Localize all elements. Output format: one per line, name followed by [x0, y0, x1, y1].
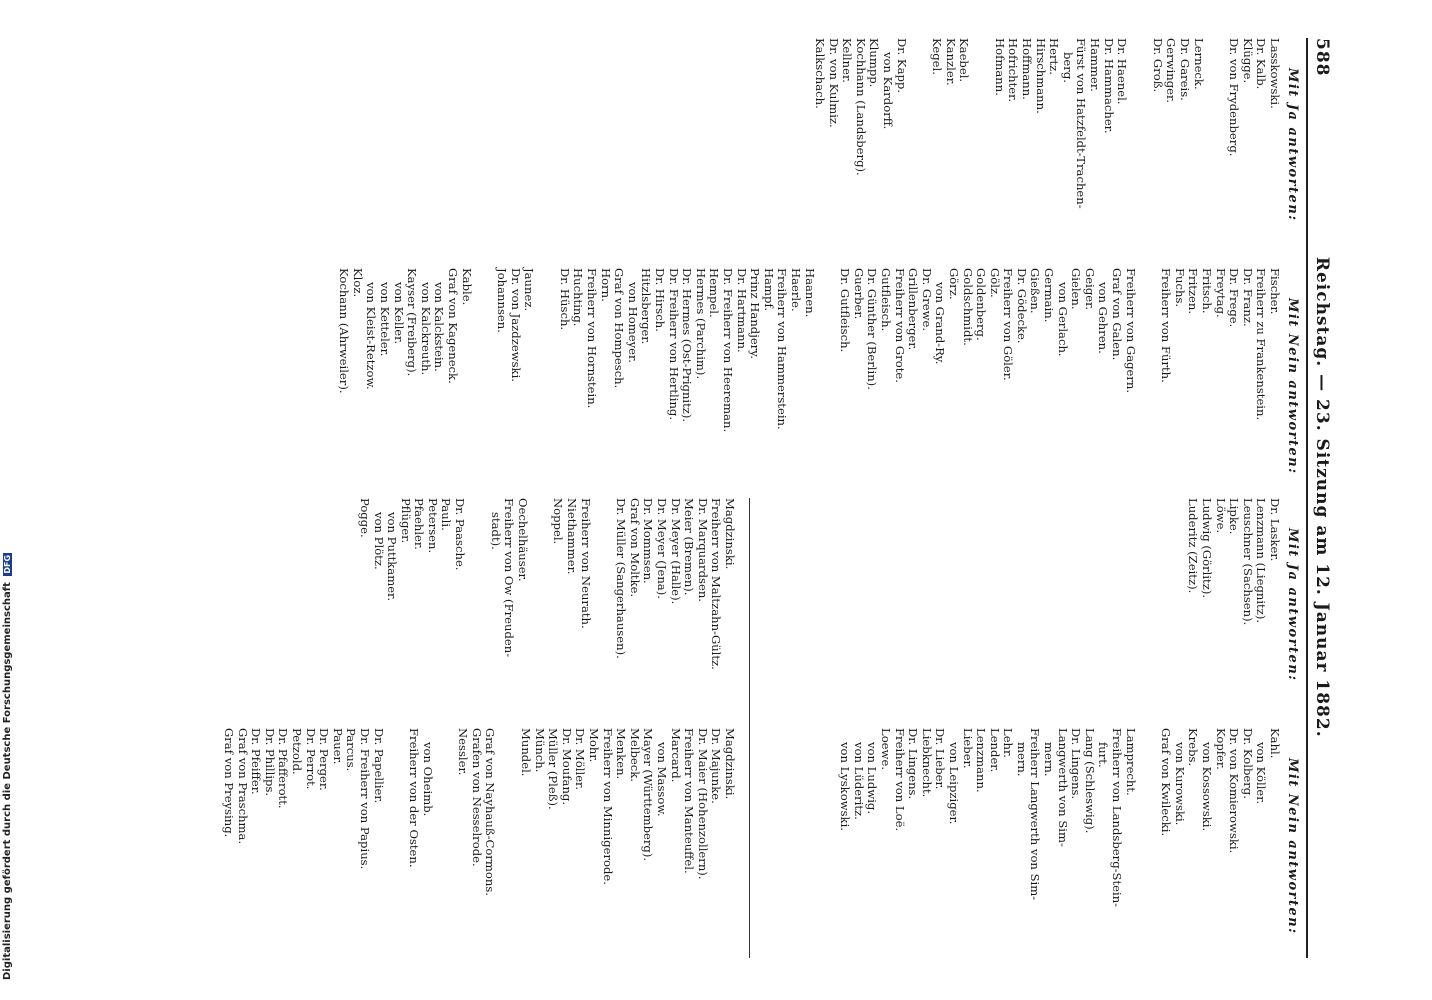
member-name: Dr. Lasker.	[1268, 498, 1282, 562]
member-name: Freiherr von Grote.	[892, 268, 907, 383]
member-name: Dr. Lingens.	[906, 728, 921, 800]
member-name: Dr. Marquardsen.	[695, 498, 710, 602]
member-name: von Grand-Ry.	[933, 282, 948, 365]
member-name: Noppel.	[551, 498, 566, 545]
member-name: Dr. Frege.	[1227, 268, 1242, 328]
member-name: Graf von Nayhauß-Cormons.	[483, 728, 498, 896]
member-name: Dr. Hirsch.	[653, 268, 668, 332]
member-name: mern.	[1014, 742, 1029, 777]
column-heading: Mit Ja antworten:	[1285, 68, 1300, 222]
column-no-right-lower	[199, 728, 736, 958]
lower-section	[199, 38, 750, 958]
member-name: Dr. Majunke.	[709, 728, 724, 804]
member-name: von Kardorff.	[880, 52, 895, 130]
member-name: Fischer.	[1268, 268, 1282, 315]
name-group	[488, 498, 529, 720]
member-name: Huchting.	[571, 268, 586, 327]
member-name: Dr. Freiherr von Heereman.	[721, 268, 736, 433]
member-name: Hofrichter.	[1006, 38, 1021, 103]
name-group	[614, 498, 736, 720]
member-name: berg.	[1060, 52, 1075, 83]
member-name: Pflüger.	[398, 498, 413, 544]
member-name: Dr. Maier (Hohenzollern).	[695, 728, 710, 880]
member-name: Kochhann (Landsberg).	[853, 38, 868, 176]
member-name: Freiherr von Landsberg-Stein-	[1110, 728, 1125, 908]
member-name: Hammer.	[1088, 38, 1103, 92]
member-name: Liebknecht.	[919, 728, 934, 798]
page-title: Reichstag. — 23. Sitzung am 12. Januar 1882.	[1312, 256, 1332, 738]
member-name: Graf von Moltke.	[627, 498, 642, 598]
name-group	[838, 268, 1137, 490]
member-name: furt.	[1096, 742, 1111, 768]
member-name: Pauli.	[439, 498, 454, 531]
name-group	[1227, 38, 1281, 260]
name-group	[812, 38, 907, 260]
member-name: von Köller.	[1254, 742, 1269, 805]
member-name: Lenzmann (Liegnitz).	[1254, 498, 1269, 624]
member-name: Prinz Handjery.	[748, 268, 763, 359]
member-name: Ludwig (Görlitz).	[1200, 498, 1215, 599]
member-name: Grillenberger.	[906, 268, 921, 351]
member-name: Dr. von Frydenberg.	[1227, 38, 1242, 157]
member-name: Germain.	[1042, 268, 1057, 323]
member-name: Freiherr von Loë.	[892, 728, 907, 832]
member-name: Lieber.	[960, 728, 975, 769]
member-name: Mundel.	[519, 728, 534, 777]
member-name: von Homeyer.	[625, 282, 640, 363]
column-spacer	[199, 38, 736, 268]
member-name: Kopfer.	[1213, 728, 1228, 770]
member-name: Freiherr von Göler.	[1001, 268, 1016, 381]
footer-credit	[2, 554, 16, 980]
member-name: Melbeck.	[627, 728, 642, 782]
member-name: mern.	[1042, 742, 1057, 777]
member-name: Dr. Hermes (Ost-Prignitz).	[680, 268, 695, 423]
member-name: Gielen.	[1069, 268, 1084, 310]
member-name: Pogge.	[357, 498, 372, 538]
member-name: Dr. Lieber.	[933, 728, 948, 790]
member-name: von Leipziger.	[946, 742, 961, 825]
member-name: Fritsch.	[1200, 268, 1215, 314]
member-name: Oechelhäuser.	[515, 498, 530, 582]
member-name: Meier (Bremen).	[682, 498, 697, 596]
member-name: Freiherr von Maltzahn-Gültz.	[709, 498, 724, 670]
member-name: Dr. Perrot.	[303, 728, 318, 790]
column-yes-right-lower	[199, 498, 736, 728]
member-name: Krebs.	[1186, 728, 1201, 767]
member-name: Magdzinski.	[723, 498, 737, 570]
member-name: Hoffmann.	[1020, 38, 1035, 100]
member-name: von Puttkamer.	[385, 512, 400, 602]
member-name: Freiherr von Ow (Freuden-	[502, 498, 517, 658]
name-group	[221, 728, 384, 950]
member-name: Dr. Paasche.	[453, 498, 468, 571]
member-name: von Ludwig.	[865, 742, 880, 815]
member-name: Lang (Schleswig).	[1082, 728, 1097, 834]
member-name: von Kleist-Retzow.	[364, 282, 379, 390]
member-name: von Lüderitz.	[851, 742, 866, 820]
member-name: Dr. Gutfleisch.	[838, 268, 853, 353]
column-heading: Mit Ja antworten:	[1285, 528, 1300, 682]
member-name: Loewe.	[878, 728, 893, 771]
member-name: Klumpp.	[867, 38, 882, 88]
member-name: Dr. von Kulmiz.	[826, 38, 841, 128]
member-name: Kaebel.	[957, 38, 972, 83]
member-name: Graf von Kwilecki.	[1159, 728, 1174, 837]
member-name: Graf von Galen.	[1110, 268, 1125, 361]
member-name: Kloz.	[350, 268, 365, 298]
member-name: Parcus.	[344, 728, 359, 772]
member-name: von Lyskowski.	[838, 742, 853, 831]
member-name: Kable.	[459, 268, 474, 306]
member-name: Graf von Hompesch.	[612, 268, 627, 389]
member-name: von Kossowski.	[1200, 742, 1215, 832]
dfg-logo-icon: DFG	[3, 554, 12, 574]
member-name: Graf von Kageneck.	[445, 268, 460, 384]
member-name: Dr. Hüsch.	[557, 268, 572, 331]
member-name: Dr. von Komierowski.	[1227, 728, 1242, 854]
column-spacer	[199, 268, 736, 498]
member-name: Hofmann.	[992, 38, 1007, 96]
member-name: Pauer.	[330, 728, 345, 765]
member-name: Dr. Phillips.	[262, 728, 277, 797]
member-name: Lenzmann.	[974, 728, 989, 793]
member-name: Fritzen.	[1186, 268, 1201, 315]
member-name: Löwe.	[1213, 498, 1228, 534]
member-name: Dr. Pfafferott.	[276, 728, 291, 809]
member-name: Freiherr von Gagern.	[1123, 268, 1138, 394]
member-name: Fuchs.	[1172, 268, 1187, 308]
member-name: Lamprecht.	[1123, 728, 1138, 796]
member-name: Hirschmann.	[1033, 38, 1048, 114]
member-name: Magdzinski.	[723, 728, 737, 800]
member-name: Gutfleisch.	[878, 268, 893, 332]
member-name: Petersen.	[425, 498, 440, 554]
member-name: Graf von Preysing.	[222, 728, 236, 838]
member-name: Freiherr von Fürth.	[1159, 268, 1174, 383]
member-name: Lerneck.	[1191, 38, 1206, 90]
member-name: Dr. Papellier.	[371, 728, 386, 804]
member-name: Dr. Franz.	[1240, 268, 1255, 327]
header-divider	[1306, 38, 1308, 958]
member-name: Kalkschach.	[812, 38, 827, 109]
member-name: Haerle.	[789, 268, 803, 312]
member-name: Müller (Pleß).	[546, 728, 561, 810]
member-name: Dr. Groß.	[1150, 38, 1165, 93]
member-name: von Plötz.	[371, 512, 386, 570]
member-name: Menken.	[614, 728, 629, 780]
member-name: Lasskowski.	[1268, 38, 1282, 109]
member-name: Dr. Lingens.	[1069, 728, 1084, 800]
member-name: von Kurowski.	[1172, 742, 1187, 826]
member-name: Mayer (Württemberg).	[641, 728, 656, 862]
member-name: von Oheimb.	[420, 742, 435, 817]
member-name: Dr. Müller (Sangerhausen).	[614, 498, 629, 659]
name-group	[992, 38, 1128, 260]
member-name: Goldschmidt.	[960, 268, 975, 346]
member-name: Freiherr von der Osten.	[407, 728, 422, 868]
member-name: Hampf.	[761, 268, 776, 312]
member-name: Johannsen.	[495, 268, 510, 333]
page-number: 588	[1312, 38, 1332, 77]
member-name: Hermes (Parchim).	[693, 268, 708, 380]
member-name: Freiherr von Hammerstein.	[775, 268, 790, 430]
member-name: Gießen.	[1028, 268, 1043, 314]
name-group	[456, 728, 497, 950]
member-name: Dr. Pfeiffer.	[249, 728, 264, 795]
member-name: Hertz.	[1047, 38, 1062, 75]
name-group	[930, 38, 971, 260]
member-name: Kellner.	[840, 38, 855, 83]
member-name: Niethammer.	[565, 498, 580, 575]
column-heading: Mit Nein antworten:	[1285, 758, 1300, 935]
member-name: Freytag.	[1213, 268, 1228, 318]
member-name: Dr. Möller.	[573, 728, 588, 791]
member-name: Dr. Kolberg.	[1240, 728, 1255, 799]
member-name: Freiherr von Neurath.	[578, 498, 593, 629]
member-name: Freiherr Langwerth von Sim-	[1028, 728, 1043, 901]
member-name: Jaunez.	[522, 268, 537, 312]
member-name: Petzold.	[289, 728, 304, 775]
member-name: Dr. Gareis.	[1178, 38, 1193, 101]
member-name: Dr. Perger.	[317, 728, 332, 791]
member-name: Guerber.	[851, 268, 866, 320]
member-name: Görz.	[946, 268, 961, 300]
member-name: Freiherr von Hornstein.	[585, 268, 600, 409]
member-name: Dr. von Jazdzewski.	[508, 268, 523, 382]
member-name: von Ketteler.	[377, 282, 392, 357]
name-group	[838, 728, 1137, 950]
member-name: Kanzler.	[943, 38, 958, 86]
column-heading: Mit Nein antworten:	[1285, 298, 1300, 475]
member-name: Kegel.	[930, 38, 945, 75]
name-group	[1159, 268, 1281, 490]
name-group	[551, 498, 592, 720]
name-group	[407, 728, 434, 950]
member-name: von Gehren.	[1096, 282, 1111, 354]
member-name: von Gerlach.	[1055, 282, 1070, 357]
member-name: von Keller.	[391, 282, 406, 345]
member-name: Klügge.	[1240, 38, 1255, 84]
member-name: Graf von Praschma.	[235, 728, 250, 845]
member-name: Dr. Gödecke.	[1014, 268, 1029, 344]
member-name: Dr. Kalb.	[1254, 38, 1269, 90]
member-name: Dr. Meyer (Halle).	[668, 498, 683, 605]
member-name: Freiherr von Minnigerode.	[600, 728, 615, 885]
member-name: Haanen.	[802, 268, 817, 318]
member-name: Fürst von Hatzfeldt-Trachen-	[1074, 38, 1089, 209]
member-name: Nessler.	[456, 728, 471, 776]
member-name: Gölz.	[987, 268, 1002, 298]
member-name: Dr. Freiherr von Hertling.	[666, 268, 681, 421]
member-name: Marcard.	[668, 728, 683, 783]
member-name: Dr. Moufang.	[559, 728, 574, 806]
member-name: Freiherr zu Frankenstein.	[1254, 268, 1269, 421]
member-name: Kahl.	[1268, 728, 1282, 759]
member-name: von Massow.	[655, 742, 670, 817]
member-name: Leuschner (Sachsen).	[1240, 498, 1255, 626]
name-group	[357, 498, 466, 720]
name-group	[1159, 728, 1281, 950]
member-name: Lender.	[987, 728, 1002, 773]
name-group	[1186, 498, 1281, 720]
section-divider	[749, 498, 750, 958]
member-name: Kayser (Freiberg).	[405, 268, 420, 377]
member-name: Lehr.	[1001, 728, 1016, 758]
member-name: Dr. Freiherr von Papius.	[357, 728, 372, 870]
name-group	[1150, 38, 1204, 260]
member-name: Dr. Hartmann.	[734, 268, 749, 353]
member-name: Hempel.	[707, 268, 722, 318]
member-name: Dr. Haenel.	[1115, 38, 1130, 105]
member-name: Luderitz (Zeitz).	[1186, 498, 1201, 594]
member-name: Freiherr von Manteuffel.	[682, 728, 697, 874]
member-name: Dr. Kapp.	[894, 38, 909, 94]
member-name: Goldenberg.	[974, 268, 989, 341]
member-name: Gerwinger.	[1164, 38, 1179, 103]
member-name: Horn.	[598, 268, 613, 302]
member-name: von Kalckstein.	[432, 282, 447, 372]
member-name: Langwerth von Sim-	[1055, 728, 1070, 847]
member-name: Dr. Mommsen.	[641, 498, 656, 584]
member-name: Lipke.	[1227, 498, 1242, 535]
member-name: von Kalckreuth.	[418, 282, 433, 376]
member-name: Dr. Meyer (Jena).	[655, 498, 670, 599]
member-name: Grafen von Nesselrode.	[469, 728, 484, 867]
member-name: Dr. Hammacher.	[1101, 38, 1116, 134]
footer-text: Digitalisierung gefördert durch die Deutsche Forschungsgemeinschaft	[2, 582, 13, 980]
member-name: Hitzlsberger.	[639, 268, 654, 345]
member-name: Dr. Grewe.	[919, 268, 934, 332]
document-page	[18, 18, 1338, 978]
member-name: Kochann (Ahrweiler).	[337, 268, 352, 394]
name-group	[519, 728, 737, 950]
member-name: Dr. Günther (Berlin).	[865, 268, 880, 390]
member-name: Mohr.	[587, 728, 602, 763]
member-name: stadt).	[488, 512, 503, 550]
member-name: Pfaehler.	[412, 498, 427, 550]
page-header	[1312, 38, 1332, 958]
member-name: Münch.	[532, 728, 547, 773]
member-name: Geiger.	[1082, 268, 1097, 311]
